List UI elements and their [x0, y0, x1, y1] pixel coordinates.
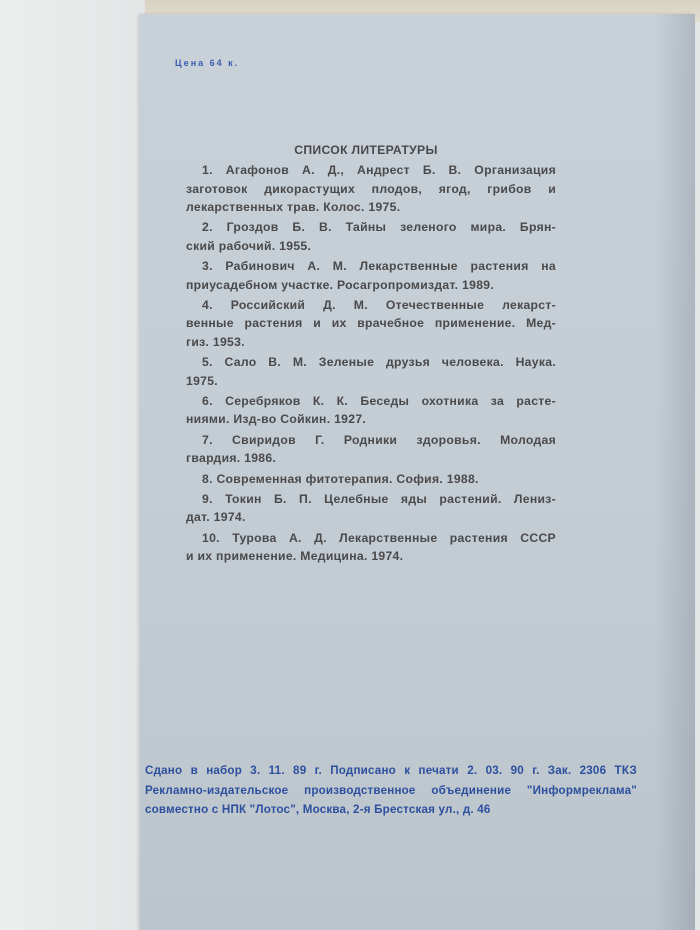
bibliography-item-line: 10. Турова А. Д. Лекарственные растения СССР — [202, 530, 556, 545]
imprint-line: Сдано в набор 3. 11. 89 г. Подписано к печати 2. 03. 90 г. Зак. 2306 ТКЗ — [145, 764, 637, 777]
bibliography-item-line: заготовок дикорастущих плодов, ягод, грибов и — [186, 181, 556, 196]
bibliography-item — [186, 470, 556, 489]
bibliography-item — [186, 218, 556, 255]
bibliography-item-line: 3. Рабинович А. М. Лекарственные растения на — [202, 259, 556, 274]
bibliography-item — [186, 257, 556, 294]
bibliography-item-line: 9. Токин Б. П. Целебные яды растений. Лениз- — [202, 491, 556, 506]
bibliography-item-line: ниями. Изд-во Сойкин. 1927. — [186, 412, 367, 427]
bibliography-item — [186, 529, 556, 566]
bibliography-item-line: лекарственных трав. Колос. 1975. — [186, 200, 401, 214]
bibliography-list — [186, 161, 556, 566]
bibliography-item — [186, 392, 556, 429]
bibliography-item-line: гвардия. 1986. — [186, 451, 277, 466]
bibliography-item-line: 4. Российский Д. М. Отечественные лекарст- — [202, 297, 556, 312]
bibliography-item — [186, 161, 556, 217]
bibliography-item — [186, 431, 556, 468]
bibliography-item — [186, 353, 556, 390]
bibliography-item — [186, 490, 556, 527]
bibliography-item-line: 8. Современная фитотерапия. София. 1988. — [202, 471, 479, 486]
background-table — [0, 0, 145, 930]
bibliography-item-line: 6. Серебряков К. К. Беседы охотника за расте- — [202, 393, 556, 408]
bibliography-title: СПИСОК ЛИТЕРАТУРЫ — [294, 143, 438, 157]
bibliography — [186, 141, 556, 566]
bibliography-item-line: и их применение. Медицина. 1974. — [186, 549, 404, 564]
imprint-line: Рекламно-издательское производственное объединение "Информреклама" — [145, 783, 637, 797]
bibliography-item-line: ский рабочий. 1955. — [186, 238, 312, 253]
imprint-block — [145, 761, 637, 820]
bibliography-item — [186, 296, 556, 352]
bibliography-item-line: приусадебном участке. Росагропромиздат. 1989. — [186, 277, 495, 292]
bibliography-item-line: венные растения и их врачебное применение. Мед- — [186, 316, 556, 331]
imprint-line: совместно с НПК "Лотос", Москва, 2-я Брестская ул., д. 46 — [145, 803, 491, 816]
price-stamp: Цена 64 к. — [175, 58, 240, 68]
bibliography-item-line: дат. 1974. — [186, 510, 246, 525]
bibliography-item-line: 1975. — [186, 373, 218, 388]
bibliography-item-line: гиз. 1953. — [186, 334, 245, 349]
bibliography-item-line: 1. Агафонов А. Д., Андрест Б. В. Организация — [202, 163, 556, 177]
bibliography-item-line: 7. Свиридов Г. Родники здоровья. Молодая — [202, 432, 556, 447]
bibliography-item-line: 5. Сало В. М. Зеленые друзья человека. Наука. — [202, 355, 556, 370]
bibliography-item-line: 2. Гроздов Б. В. Тайны зеленого мира. Брян- — [202, 220, 556, 235]
